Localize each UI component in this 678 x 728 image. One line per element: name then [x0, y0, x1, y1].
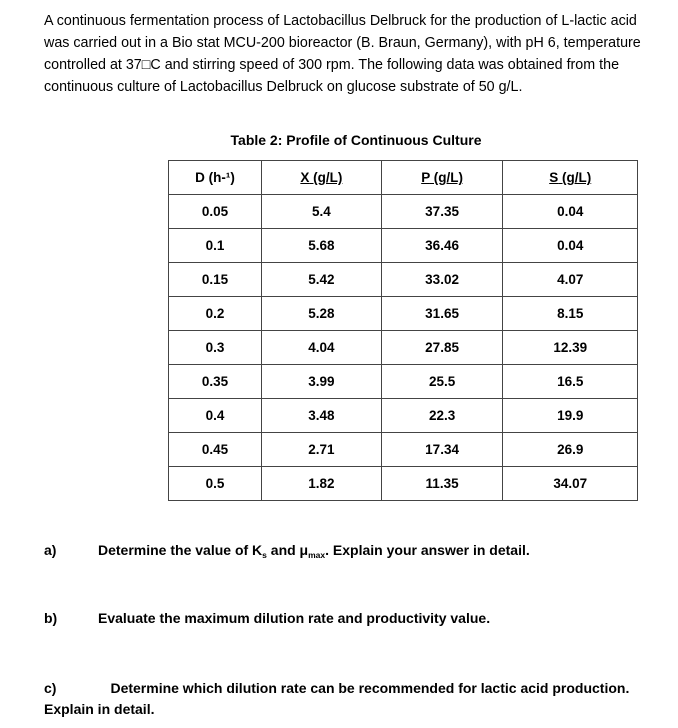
header-product: P (g/L) — [381, 161, 503, 195]
header-substrate: S (g/L) — [503, 161, 638, 195]
cell-s: 8.15 — [503, 297, 638, 331]
cell-p: 31.65 — [381, 297, 503, 331]
cell-d: 0.15 — [169, 263, 262, 297]
intro-paragraph: A continuous fermentation process of Lactobacillus Delbruck for the production of L-lactic acid was carried out in a Bio stat MCU-200 bioreactor (B. Braun, Germany), with pH 6, temperature controlled at 37□C and stirring speed of 300 rpm. The following data was obtained from the continuous culture of Lactobacillus Delbruck on glucose substrate of 50 g/L. — [44, 13, 641, 95]
cell-s: 0.04 — [503, 229, 638, 263]
cell-p: 25.5 — [381, 365, 503, 399]
cell-x: 5.68 — [262, 229, 382, 263]
header-biomass: X (g/L) — [262, 161, 382, 195]
cell-x: 2.71 — [262, 433, 382, 467]
cell-p: 22.3 — [381, 399, 503, 433]
cell-s: 0.04 — [503, 195, 638, 229]
cell-p: 37.35 — [381, 195, 503, 229]
cell-x: 4.04 — [262, 331, 382, 365]
question-c — [44, 678, 664, 720]
cell-d: 0.5 — [169, 467, 262, 501]
table-row — [169, 229, 638, 263]
cell-x: 3.48 — [262, 399, 382, 433]
question-c-label: c) — [44, 680, 57, 696]
cell-d: 0.45 — [169, 433, 262, 467]
cell-p: 27.85 — [381, 331, 503, 365]
question-a-text: Determine the value of $K_s$ and $\mu_{max}$. Explain your answer in detail. — [98, 542, 530, 560]
cell-s: 4.07 — [503, 263, 638, 297]
question-a-label: a) — [44, 542, 57, 558]
cell-x: 5.42 — [262, 263, 382, 297]
cell-s: 16.5 — [503, 365, 638, 399]
cell-x: 1.82 — [262, 467, 382, 501]
cell-s: 26.9 — [503, 433, 638, 467]
cell-x: 5.28 — [262, 297, 382, 331]
cell-d: 0.4 — [169, 399, 262, 433]
cell-p: 11.35 — [381, 467, 503, 501]
cell-s: 12.39 — [503, 331, 638, 365]
question-b-label: b) — [44, 610, 58, 626]
culture-profile-table — [168, 160, 638, 501]
table-row — [169, 433, 638, 467]
cell-x: 3.99 — [262, 365, 382, 399]
question-c-text: Determine which dilution rate can be recommended for lactic acid production. — [110, 680, 630, 696]
table-row — [169, 195, 638, 229]
cell-p: 33.02 — [381, 263, 503, 297]
cell-x: 5.4 — [262, 195, 382, 229]
cell-d: 0.35 — [169, 365, 262, 399]
table-header-row — [169, 161, 638, 195]
header-dilution-rate: D (h-¹) — [169, 161, 262, 195]
table-caption: Table 2: Profile of Continuous Culture — [230, 132, 482, 148]
question-c-text-line2: Explain in detail. — [44, 701, 155, 717]
question-b-text: Evaluate the maximum dilution rate and productivity value. — [98, 610, 491, 626]
cell-d: 0.1 — [169, 229, 262, 263]
cell-d: 0.2 — [169, 297, 262, 331]
cell-d: 0.05 — [169, 195, 262, 229]
table-row — [169, 331, 638, 365]
table-row — [169, 467, 638, 501]
table-row — [169, 399, 638, 433]
table-row — [169, 365, 638, 399]
cell-s: 34.07 — [503, 467, 638, 501]
cell-d: 0.3 — [169, 331, 262, 365]
cell-p: 36.46 — [381, 229, 503, 263]
cell-s: 19.9 — [503, 399, 638, 433]
table-row — [169, 263, 638, 297]
cell-p: 17.34 — [381, 433, 503, 467]
table-row — [169, 297, 638, 331]
